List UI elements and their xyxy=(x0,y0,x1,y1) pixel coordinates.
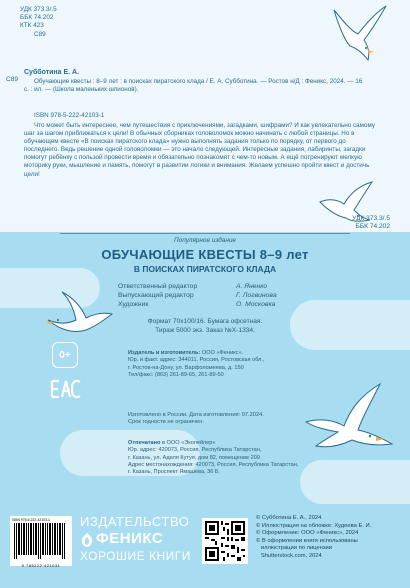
printer-name: в ООО «Экопейпер» xyxy=(160,440,216,446)
format-info xyxy=(0,318,410,335)
book-subtitle: В ПОИСКАХ ПИРАТСКОГО КЛАДА xyxy=(133,264,277,274)
brand-name: ФЕНИКС xyxy=(96,530,164,547)
book-title: ОБУЧАЮЩИЕ КВЕСТЫ 8–9 лет xyxy=(101,247,309,262)
printer-line xyxy=(128,440,298,447)
bbk-code: ББК 74.202 xyxy=(355,223,390,231)
printer-address: г. Казань, ул. Аделя Кутуя, дом 82, помещение 209 xyxy=(128,454,260,461)
age-rating-badge: 0+ xyxy=(52,342,78,368)
shelf-life: Срок годности не ограничен. xyxy=(128,419,204,426)
credit-line: Shutterstock.com, 2024 xyxy=(256,552,322,559)
publisher-line xyxy=(128,350,328,357)
divider xyxy=(60,233,350,234)
staff-row xyxy=(118,282,318,291)
manufacture-info xyxy=(128,412,264,427)
staff-role: Ответственный редактор xyxy=(118,283,198,290)
staff-name: О. Московка xyxy=(236,301,276,308)
isbn-line: ISBN 978-5-222-42103-1 xyxy=(34,112,105,119)
credit-line: © Субботина Е. А., 2024 xyxy=(256,515,322,521)
printer-info xyxy=(128,440,298,476)
staff-list xyxy=(118,282,318,309)
cutter-code: С89 xyxy=(34,30,46,38)
eac-mark-icon xyxy=(50,378,82,400)
credit-line: иллюстрации по лицензии xyxy=(256,545,332,552)
seagull-illustration xyxy=(330,4,390,62)
barcode-bars-icon xyxy=(10,516,72,566)
barcode-isbn: ISBN 978-5-222-42103-1 xyxy=(12,518,50,522)
manufacture-date: Изготовлено в России. Дата изготовления: 07.2024. xyxy=(128,412,264,418)
staff-name: Г. Логвинова xyxy=(236,292,277,299)
printer-address: Юр. адрес: 420073, Россия, Республика Татарстан, xyxy=(128,447,262,454)
staff-name: А. Яненко xyxy=(236,283,268,290)
publisher-address: Юр. и факт. адрес: 344011, Россия, Ростовская обл., xyxy=(128,357,265,364)
format-line: Формат 70х100/16. Бумага офсетная. xyxy=(147,318,263,325)
barcode xyxy=(10,516,72,566)
udk-code: УДК 373.3/.5 xyxy=(20,6,57,13)
cloud xyxy=(300,460,410,504)
staff-row xyxy=(118,300,318,309)
edition-type: Популярное издание xyxy=(174,237,236,244)
bbk-code: ББК 74.202 xyxy=(20,14,54,22)
publisher-address: г. Ростов-на-Дону, ул. Варфоломеева, д. 150 xyxy=(128,364,244,371)
annotation-text: Что может быть интереснее, чем путешествия с приключениями, загадками, шифрами? И как увлекательно самому шаг за шагом приближаться к цели! В обычных сборниках головоломок можно начинать с любой страницы. Но в обучающем квесте «В поисках пиратского клада» нужно выполнять задания только по порядку, от первого до последнего. Ведь решение одной головоломки — это начало следующей. Интересные задания, лабиринты, загадки помогут ребёнку с пользой провести время и обязательно познакомят с чем-то новым. А ещё потренируют мелкую моторику руки, мышление и память, помогут в развитии логики и внимания. Желаем успешно пройти квест и достичь цели! xyxy=(24,122,376,178)
udk-code: УДК 373.3/.5 xyxy=(352,215,390,222)
qr-code-icon xyxy=(205,521,245,561)
cutter-code-left: С89 xyxy=(6,76,19,83)
author-name: Субботина Е. А. xyxy=(24,69,80,76)
barcode-number: 9 785222 421031 xyxy=(21,563,61,568)
staff-row xyxy=(118,291,318,300)
phoenix-logo-icon xyxy=(80,532,94,548)
brand-label: ИЗДАТЕЛЬСТВО xyxy=(80,514,190,529)
staff-role: Художник xyxy=(118,301,149,308)
publisher-name: ООО «Феникс». xyxy=(200,350,244,356)
bibliographic-codes xyxy=(20,6,57,39)
credit-line: © Оформление: ООО «Феникс», 2024 xyxy=(256,530,359,537)
seagull-illustration xyxy=(300,382,396,462)
credit-line: © Иллюстрация на обложке: Худеева Е. И. xyxy=(256,522,372,529)
bibliographic-codes-right xyxy=(352,215,390,231)
brand-slogan: ХОРОШИЕ КНИГИ xyxy=(80,549,191,563)
publisher-phone: Тел/факс: (863) 261-89-65, 261-89-50 xyxy=(128,371,224,378)
qr-code xyxy=(202,518,248,564)
printer-address: г. Казань, Проспект Ямашева, 36 Б xyxy=(128,469,219,476)
print-run-line: Тираж 5000 экз. Заказ №Х-1334. xyxy=(155,326,255,334)
credit-line: © В оформлении книги использованы xyxy=(256,537,358,544)
publisher-label: Издатель и изготовитель: xyxy=(128,350,201,356)
ktk-code: КТК 423 xyxy=(20,22,44,30)
copyright-credits xyxy=(256,515,371,561)
printer-address: Адрес местонахождения: 420073, Россия, Республика Татарстан, xyxy=(128,461,299,468)
bibliographic-description: Обучающие квесты : 8–9 лет : в поисках пиратского клада / Е. А. Субботина. — Ростов н/Д : Феникс, 2024. — 16 с. : ил. — (Школа маленьких шпионов). xyxy=(24,78,363,94)
publisher-info xyxy=(128,350,328,379)
staff-role: Выпускающий редактор xyxy=(118,292,194,299)
printer-label: Отпечатано xyxy=(128,440,161,446)
